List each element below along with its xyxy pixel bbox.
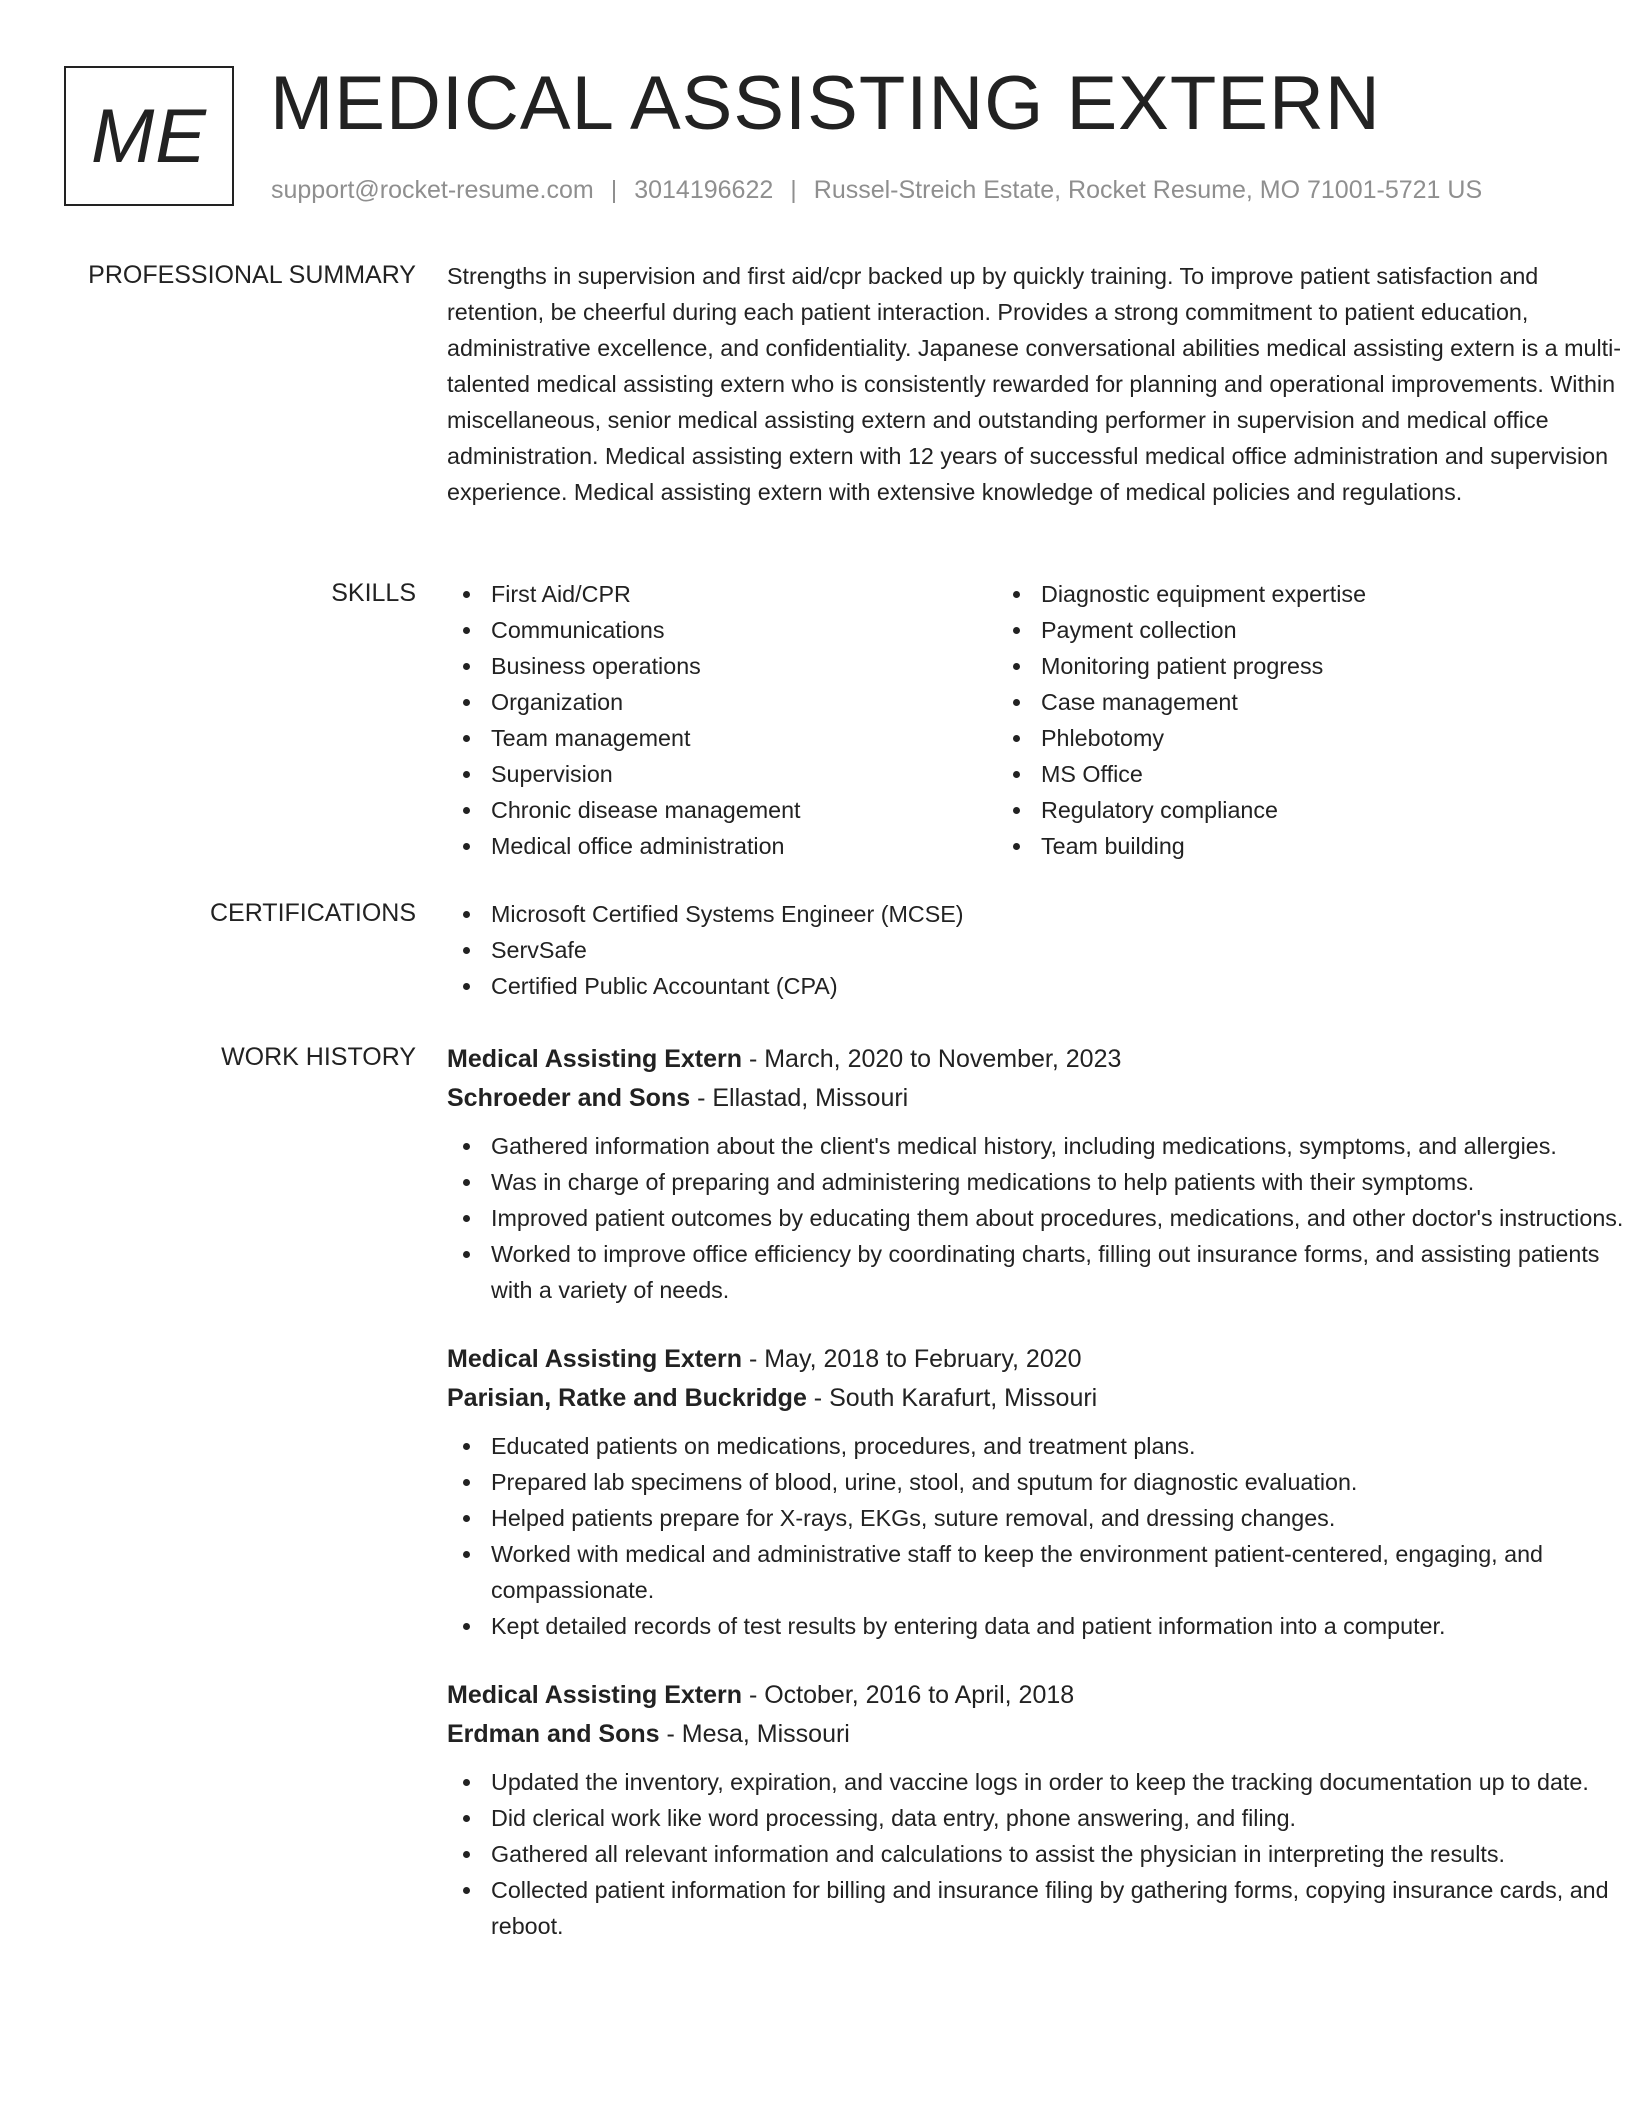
job-dates: - March, 2020 to November, 2023 xyxy=(742,1045,1122,1073)
list-item: Improved patient outcomes by educating them about procedures, medications, and other doctor's instructions. xyxy=(447,1200,1627,1236)
job-dates: - October, 2016 to April, 2018 xyxy=(742,1681,1075,1709)
list-item: Helped patients prepare for X-rays, EKGs, suture removal, and dressing changes. xyxy=(447,1500,1627,1536)
skills-list-right xyxy=(997,576,1547,864)
job-location: - South Karafurt, Missouri xyxy=(806,1384,1098,1412)
list-item: Certified Public Accountant (CPA) xyxy=(447,968,1627,1004)
job-duties-list xyxy=(447,1128,1627,1308)
job-company: Schroeder and Sons xyxy=(447,1084,691,1112)
job-role: Medical Assisting Extern xyxy=(447,1045,742,1073)
list-item: Phlebotomy xyxy=(997,720,1547,756)
list-item: Team building xyxy=(997,828,1547,864)
work-history-heading: WORK HISTORY xyxy=(221,1043,416,1071)
job-role: Medical Assisting Extern xyxy=(447,1345,742,1373)
job-company-line xyxy=(447,1715,1627,1754)
job-entry xyxy=(447,1340,1627,1644)
job-role: Medical Assisting Extern xyxy=(447,1681,742,1709)
list-item: Was in charge of preparing and administering medications to help patients with their symptoms. xyxy=(447,1164,1627,1200)
certifications-heading: CERTIFICATIONS xyxy=(209,899,416,927)
list-item: Worked with medical and administrative staff to keep the environment patient-centered, engaging, and compassionate. xyxy=(447,1536,1627,1608)
job-title-line xyxy=(447,1676,1627,1715)
list-item: ServSafe xyxy=(447,932,1627,968)
skills-heading: SKILLS xyxy=(331,579,416,607)
contact-email[interactable]: support@rocket-resume.com xyxy=(271,176,594,204)
list-item: Business operations xyxy=(447,648,997,684)
job-company: Erdman and Sons xyxy=(447,1720,660,1748)
list-item: Chronic disease management xyxy=(447,792,997,828)
job-location: - Ellastad, Missouri xyxy=(690,1084,909,1112)
list-item: Kept detailed records of test results by entering data and patient information into a computer. xyxy=(447,1608,1627,1644)
job-entry xyxy=(447,1040,1627,1308)
list-item: Case management xyxy=(997,684,1547,720)
job-company-line xyxy=(447,1079,1627,1118)
list-item: MS Office xyxy=(997,756,1547,792)
list-item: Gathered information about the client's medical history, including medications, symptoms, and allergies. xyxy=(447,1128,1627,1164)
job-duties-list xyxy=(447,1764,1627,1944)
list-item: Did clerical work like word processing, data entry, phone answering, and filing. xyxy=(447,1800,1627,1836)
list-item: Worked to improve office efficiency by coordinating charts, filling out insurance forms, and assisting patients with a variety of needs. xyxy=(447,1236,1627,1308)
contact-separator: | xyxy=(790,176,797,204)
job-duties-list xyxy=(447,1428,1627,1644)
summary-heading: PROFESSIONAL SUMMARY xyxy=(88,261,416,289)
list-item: Educated patients on medications, procedures, and treatment plans. xyxy=(447,1428,1627,1464)
list-item: Medical office administration xyxy=(447,828,997,864)
list-item: Collected patient information for billing and insurance filing by gathering forms, copying insurance cards, and reboot. xyxy=(447,1872,1627,1944)
list-item: Payment collection xyxy=(997,612,1547,648)
list-item: Communications xyxy=(447,612,997,648)
job-company: Parisian, Ratke and Buckridge xyxy=(447,1384,807,1412)
job-company-line xyxy=(447,1379,1627,1418)
resume-header xyxy=(64,61,1584,212)
list-item: First Aid/CPR xyxy=(447,576,997,612)
list-item: Team management xyxy=(447,720,997,756)
contact-line xyxy=(271,176,1482,205)
list-item: Regulatory compliance xyxy=(997,792,1547,828)
list-item: Organization xyxy=(447,684,997,720)
job-title-line xyxy=(447,1340,1627,1379)
list-item: Updated the inventory, expiration, and vaccine logs in order to keep the tracking documentation up to date. xyxy=(447,1764,1627,1800)
contact-separator: | xyxy=(610,176,618,204)
list-item: Diagnostic equipment expertise xyxy=(997,576,1547,612)
list-item: Microsoft Certified Systems Engineer (MCSE) xyxy=(447,896,1627,932)
job-dates: - May, 2018 to February, 2020 xyxy=(742,1345,1082,1373)
contact-phone[interactable]: 3014196622 xyxy=(634,176,774,204)
job-location: - Mesa, Missouri xyxy=(659,1720,850,1748)
list-item: Monitoring patient progress xyxy=(997,648,1547,684)
list-item: Supervision xyxy=(447,756,997,792)
list-item: Prepared lab specimens of blood, urine, stool, and sputum for diagnostic evaluation. xyxy=(447,1464,1627,1500)
candidate-title: MEDICAL ASSISTING EXTERN xyxy=(270,61,1381,146)
job-entry xyxy=(447,1676,1627,1944)
certifications-list xyxy=(447,896,1627,1004)
monogram-initials: ME xyxy=(91,93,207,179)
skills-list-left xyxy=(447,576,997,864)
list-item: Gathered all relevant information and calculations to assist the physician in interpreting the results. xyxy=(447,1836,1627,1872)
contact-address: Russel-Streich Estate, Rocket Resume, MO 71001-5721 US xyxy=(813,176,1483,204)
job-title-line xyxy=(447,1040,1627,1079)
summary-text: Strengths in supervision and first aid/cpr backed up by quickly training. To improve patient satisfaction and retention, be cheerful during each patient interaction. Provides a strong commitment to patient education, administrative excellence, and confidentiality. Japanese conversational abilities medical assisting extern is a multi-talented medical assisting extern who is consistently rewarded for planning and operational improvements. Within miscellaneous, senior medical assisting extern and outstanding performer in supervision and medical office administration. Medical assisting extern with 12 years of successful medical office administration and supervision experience. Medical assisting extern with extensive knowledge of medical policies and regulations. xyxy=(447,263,1622,505)
monogram-box xyxy=(64,66,234,206)
